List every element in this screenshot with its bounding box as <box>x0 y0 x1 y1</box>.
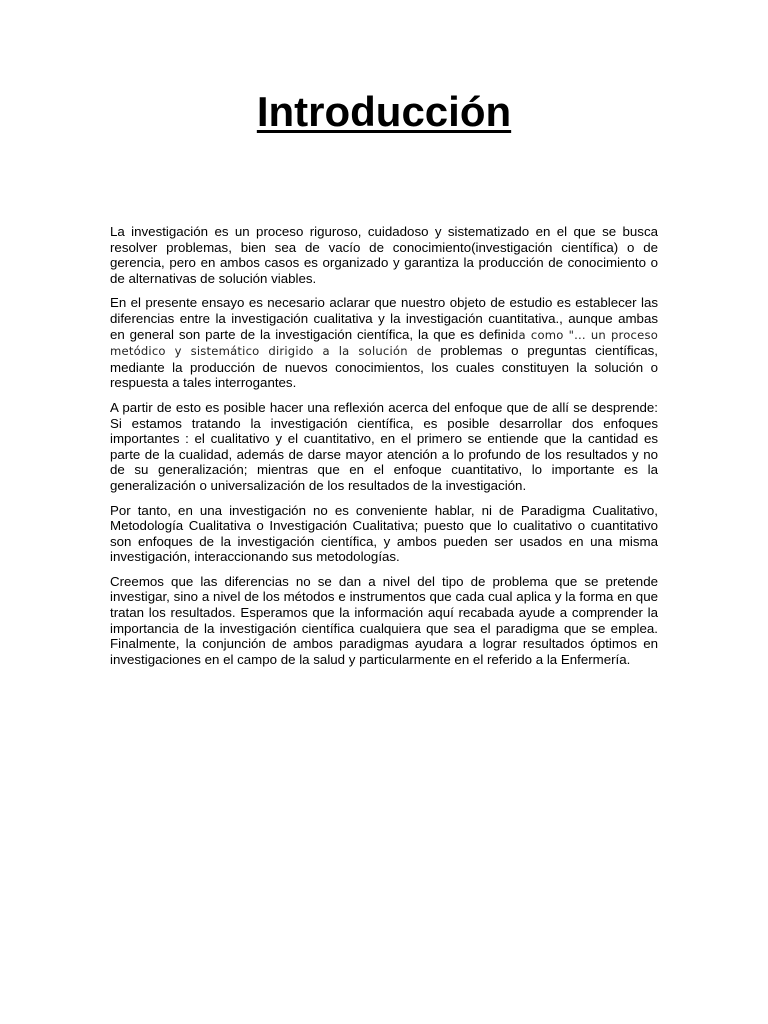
paragraph-2-end: problemas o preguntas científicas, mediante la producción de nuevos conocimientos, los cuales constituyen la solución o respuesta a tales interrogantes. <box>110 343 658 391</box>
document-body <box>110 224 658 676</box>
paragraph-2-quote: da como "... un proceso metódico y sistemático dirigido a la solución de <box>110 327 659 359</box>
paragraph-2 <box>110 295 658 391</box>
paragraph-2-start: En el presente ensayo es necesario aclarar que nuestro objeto de estudio es establecer las diferencias entre la investigación cualitativa y la investigación cuantitativa., aunque ambas en general son parte de la investigación científica, la que es defini <box>110 295 658 342</box>
paragraph-5: Creemos que las diferencias no se dan a nivel del tipo de problema que se pretende investigar, sino a nivel de los métodos e instrumentos que cada cual aplica y la forma en que tratan los resultados. Esperamos que la información aquí recabada ayude a comprender la importancia de la investigación científica cualquiera que sea el paradigma que se emplea. Finalmente, la conjunción de ambos paradigmas ayudara a lograr resultados óptimos en investigaciones en el campo de la salud y particularmente en el referido a la Enfermería. <box>110 573 658 667</box>
paragraph-4: Por tanto, en una investigación no es conveniente hablar, ni de Paradigma Cualitativo, Metodología Cualitativa o Investigación Cualitativa; puesto que lo cualitativo o cuantitativo son enfoques de la investigación científica, y ambos pueden ser usados en una misma investigación, interaccionando sus metodologías. <box>110 502 658 565</box>
page-title: Introducción <box>256 88 512 135</box>
paragraph-1: La investigación es un proceso riguroso, cuidadoso y sistematizado en el que se busca resolver problemas, bien sea de vacío de conocimiento(investigación científica) o de gerencia, pero en ambos casos es organizado y garantiza la producción de conocimiento o de alternativas de solución viables. <box>110 224 658 286</box>
paragraph-3: A partir de esto es posible hacer una reflexión acerca del enfoque que de allí se desprende: Si estamos tratando la investigación científica, es posible desarrollar dos enfoques importantes : el cualitativo y el cuantitativo, en el primero se entiende que la cantidad es parte de la cualidad, además de darse mayor atención a lo profundo de los resultados y no de su generalización; mientras que en el enfoque cuantitativo, lo importante es la generalización o universalización de los resultados de la investigación. <box>110 399 658 493</box>
